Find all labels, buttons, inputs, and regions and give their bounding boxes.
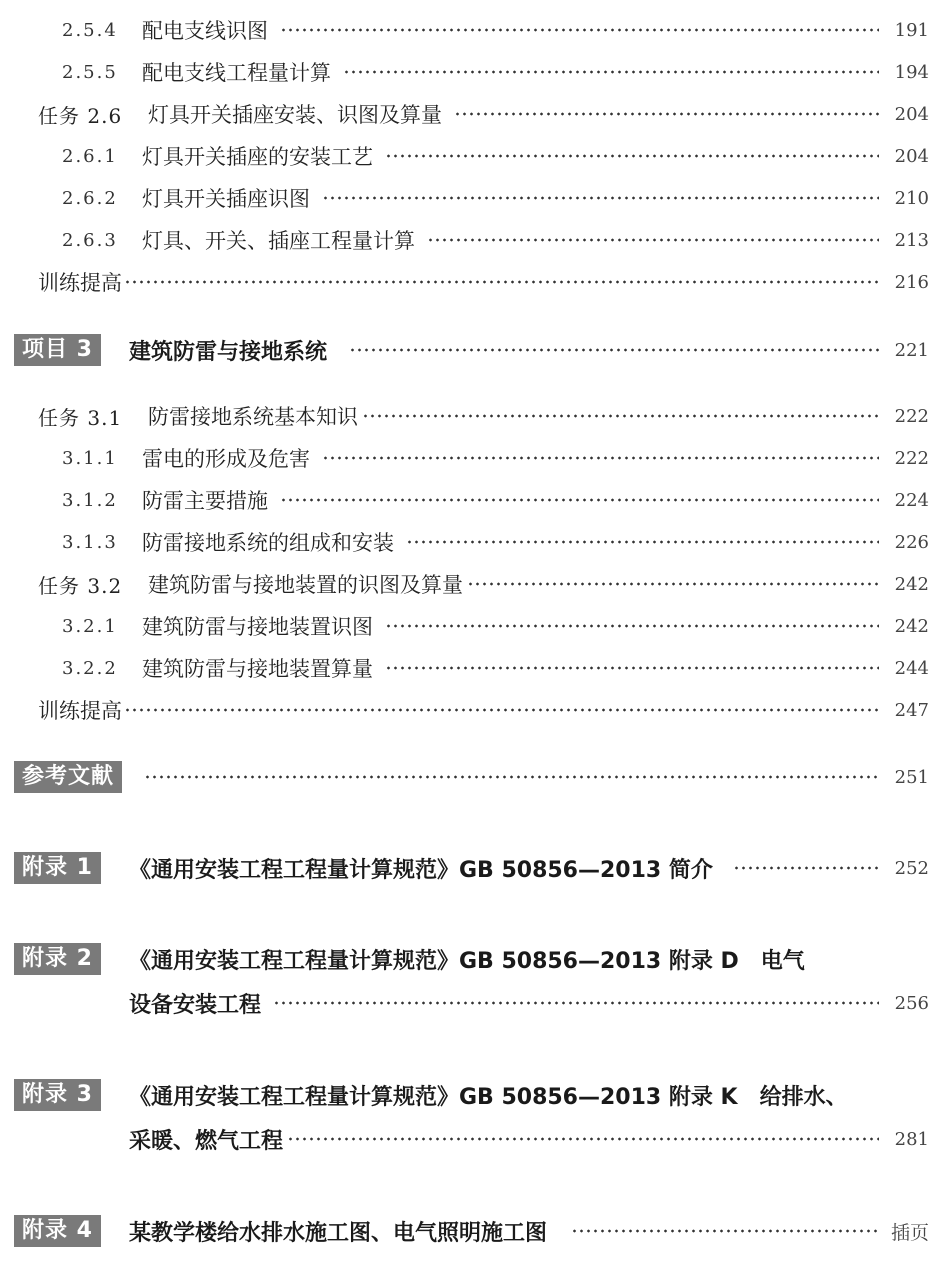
appendix-heading[interactable] [0,1215,939,1247]
dot-leader [385,154,879,158]
toc-entry[interactable] [0,653,939,683]
dot-leader [144,775,879,779]
page-number: 204 [894,103,929,125]
dot-leader [385,624,879,628]
page-number: 252 [894,857,929,879]
dot-leader [343,70,879,74]
page-number: 213 [894,229,929,251]
toc-entry[interactable] [0,141,939,171]
dot-leader [124,708,879,712]
dot-leader [273,1001,879,1005]
section-number: 2.6.3 [62,229,118,251]
appendix-title: 《通用安装工程工程量计算规范》GB 50856—2013 附录 K 给排水、 [128,1084,848,1110]
section-title: 训练提高 [38,271,122,295]
section-title: 灯具开关插座的安装工艺 [142,145,373,169]
appendix-title: 某教学楼给水排水施工图、电气照明施工图 [128,1220,547,1246]
chapter-title: 建筑防雷与接地系统 [128,339,327,365]
section-number: 2.6.2 [62,187,118,209]
toc-entry[interactable] [0,485,939,515]
chapter-heading[interactable] [0,334,939,366]
page-number: 221 [894,339,929,361]
appendix-badge: 附录 4 [14,1215,101,1247]
task-number: 任务 2.6 [38,103,123,128]
section-title: 防雷主要措施 [142,489,268,513]
page-number: 204 [894,145,929,167]
toc-entry[interactable] [0,225,939,255]
page-number: 242 [894,573,929,595]
page-number: 222 [894,405,929,427]
dot-leader [733,866,879,870]
toc-entry[interactable] [0,611,939,641]
appendix-badge: 附录 1 [14,852,101,884]
section-number: 2.6.1 [62,145,118,167]
page-number: 242 [894,615,929,637]
appendix-badge: 附录 3 [14,1079,101,1111]
task-number: 任务 3.1 [38,405,123,430]
appendix-title: 《通用安装工程工程量计算规范》GB 50856—2013 简介 [128,857,713,883]
toc-entry[interactable] [0,99,939,129]
toc-entry[interactable] [0,267,939,297]
section-title: 配电支线工程量计算 [142,61,331,85]
section-number: 2.5.5 [62,61,118,83]
section-title: 灯具开关插座识图 [142,187,310,211]
section-title: 建筑防雷与接地装置的识图及算量 [148,573,463,597]
dot-leader [322,456,879,460]
section-number: 3.1.1 [62,447,118,469]
appendix-title-continued: 设备安装工程 [128,992,261,1018]
dot-leader [385,666,879,670]
appendix-heading[interactable] [0,1079,939,1157]
page-number: 210 [894,187,929,209]
page-number: 222 [894,447,929,469]
section-title: 配电支线识图 [142,19,268,43]
section-number: 3.1.2 [62,489,118,511]
page-number: 256 [894,992,929,1014]
chapter-badge: 项目 3 [14,334,101,366]
toc-entry[interactable] [0,569,939,599]
page-number: 244 [894,657,929,679]
toc-entry[interactable] [0,57,939,87]
dot-leader [571,1229,879,1233]
section-title: 建筑防雷与接地装置算量 [142,657,373,681]
dot-leader [427,238,879,242]
section-number: 3.1.3 [62,531,118,553]
appendix-heading[interactable] [0,852,939,884]
page-number: 224 [894,489,929,511]
appendix-title-continued: 采暖、燃气工程 [128,1128,283,1154]
page-number: 插页 [890,1221,929,1244]
page-number: 194 [894,61,929,83]
dot-leader [124,280,879,284]
section-title: 建筑防雷与接地装置识图 [142,615,373,639]
section-title: 灯具、开关、插座工程量计算 [142,229,415,253]
appendix-badge: 附录 2 [14,943,101,975]
section-number: 3.2.2 [62,657,118,679]
toc-entry[interactable] [0,183,939,213]
section-title: 雷电的形成及危害 [142,447,310,471]
section-title: 灯具开关插座安装、识图及算量 [148,103,442,127]
toc-entry[interactable] [0,401,939,431]
dot-leader [322,196,879,200]
section-title: 训练提高 [38,699,122,723]
task-number: 任务 3.2 [38,573,123,598]
toc-entry[interactable] [0,527,939,557]
section-title: 防雷接地系统基本知识 [148,405,358,429]
section-number: 2.5.4 [62,19,118,41]
page-number: 216 [894,271,929,293]
dot-leader [406,540,879,544]
references-badge: 参考文献 [14,761,122,793]
toc-entry[interactable] [0,15,939,45]
section-number: 3.2.1 [62,615,118,637]
dot-leader [280,498,879,502]
dot-leader [287,1137,879,1141]
section-title: 防雷接地系统的组成和安装 [142,531,394,555]
page-number: 251 [894,766,929,788]
toc-entry[interactable] [0,443,939,473]
page-number: 226 [894,531,929,553]
dot-leader [349,348,879,352]
page-number: 191 [894,19,929,41]
dot-leader [362,414,879,418]
dot-leader [467,582,879,586]
appendix-heading[interactable] [0,943,939,1021]
page-number: 247 [894,699,929,721]
appendix-title: 《通用安装工程工程量计算规范》GB 50856—2013 附录 D 电气 [128,948,805,974]
dot-leader [454,112,879,116]
references-heading[interactable] [0,761,939,793]
page-number: 281 [894,1128,929,1150]
dot-leader [280,28,879,32]
toc-entry[interactable] [0,695,939,725]
